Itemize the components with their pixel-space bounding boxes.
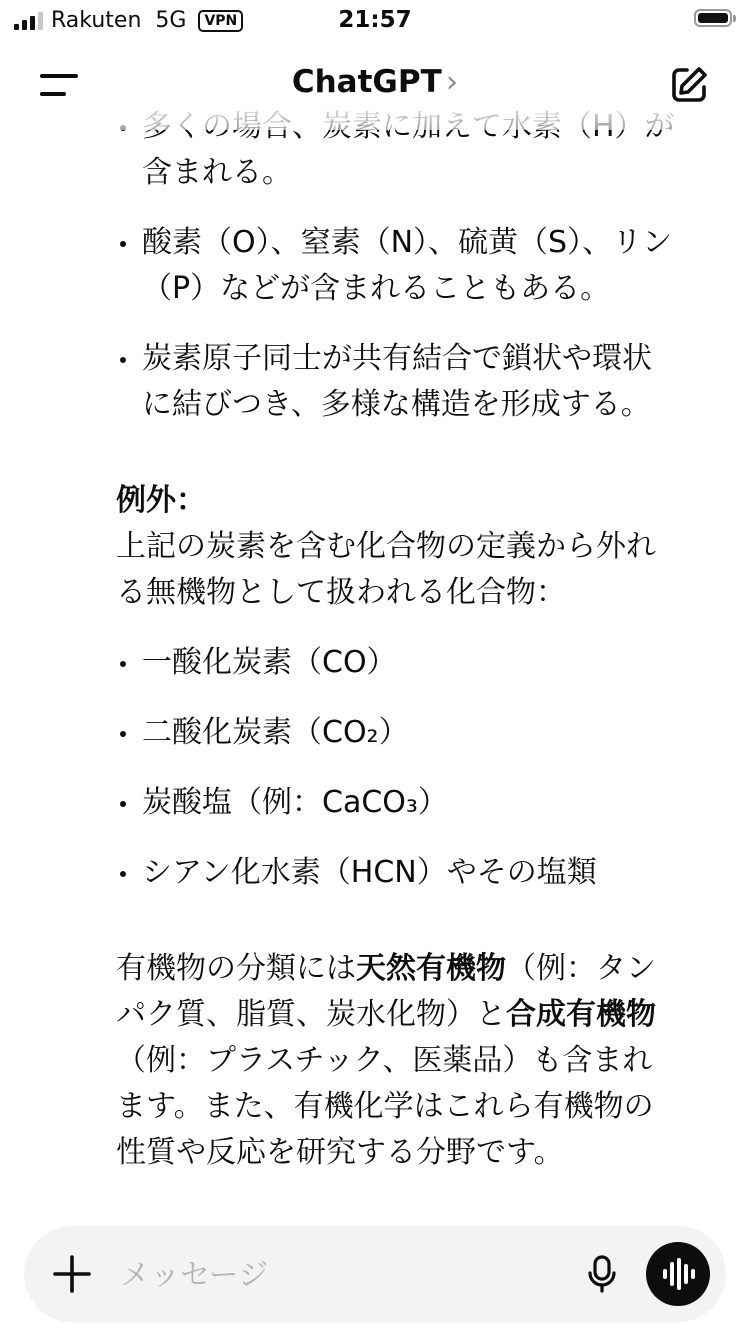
list-item-line: 炭素原子同士が共有結合で鎖状や環状 [142, 341, 652, 376]
list-item: シアン化水素（HCN）やその塩類 [142, 850, 690, 896]
vpn-badge: VPN [198, 10, 243, 32]
battery-icon [694, 9, 736, 27]
paragraph-line [116, 946, 696, 992]
app-title: ChatGPT [291, 64, 442, 100]
assistant-message [0, 104, 750, 1176]
chevron-right-icon: › [445, 64, 459, 100]
plus-icon[interactable] [52, 1254, 92, 1294]
list-item [142, 220, 690, 312]
paragraph-line: る無機物として扱われる化合物： [116, 575, 566, 610]
bold-term: 合成有機物 [506, 997, 656, 1032]
status-time: 21:57 [338, 7, 412, 33]
list-item: 炭酸塩（例：CaCO₃） [142, 780, 690, 826]
text-segment: （例：タン [506, 951, 656, 986]
text-segment: パク質、脂質、炭水化物）と [116, 997, 506, 1032]
list-item: 一酸化炭素（CO） [142, 640, 690, 686]
paragraph-line: 性質や反応を研究する分野です。 [116, 1135, 564, 1170]
list-item [142, 336, 690, 428]
list-item-line: （P）などが含まれることもある。 [142, 271, 611, 306]
message-input[interactable] [118, 1248, 562, 1302]
status-bar [0, 0, 750, 42]
text-segment: 有機物の分類には [116, 951, 356, 986]
bold-term: 天然有機物 [356, 951, 506, 986]
list-item-line: に結びつき、多様な構造を形成する。 [142, 387, 651, 422]
carrier-name: Rakuten [51, 8, 142, 33]
list-item: 二酸化炭素（CO₂） [142, 710, 690, 756]
closing-paragraph [116, 946, 696, 1176]
network-type: 5G [155, 8, 187, 33]
exceptions-heading: 例外： [116, 483, 206, 518]
paragraph-line: ます。また、有機化学はこれら有機物の [116, 1089, 654, 1124]
model-selector[interactable] [0, 64, 750, 100]
microphone-icon[interactable] [582, 1254, 622, 1294]
paragraph-line: 上記の炭素を含む化合物の定義から外れ [116, 529, 656, 564]
paragraph-line: （例：プラスチック、医薬品）も含まれ [116, 1043, 653, 1078]
voice-mode-icon[interactable] [646, 1242, 710, 1306]
list-item-line: 含まれる。 [142, 155, 292, 190]
exceptions-intro [116, 524, 696, 616]
new-chat-icon[interactable] [668, 64, 710, 106]
paragraph-line [116, 992, 696, 1038]
list-item-line: 酸素（O）、窒素（N）、硫黄（S）、リン [142, 225, 673, 260]
message-composer [24, 1226, 726, 1322]
